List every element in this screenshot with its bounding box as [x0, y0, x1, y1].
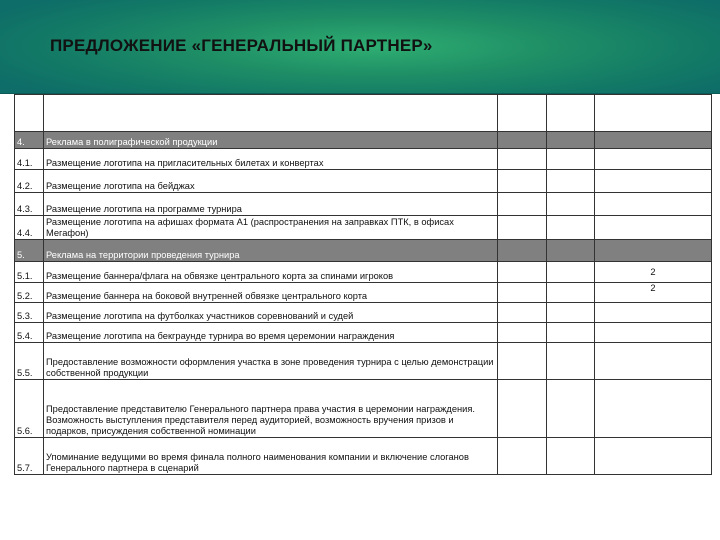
- section-row-5: [15, 240, 712, 262]
- cell-num: [15, 95, 44, 132]
- cell-col1: [498, 149, 547, 170]
- cell-text: Размещение логотипа на футболках участников соревнований и судей: [44, 303, 498, 323]
- cell-col1: [498, 193, 547, 216]
- cell-col1: [498, 170, 547, 193]
- cell-text: [44, 95, 498, 132]
- cell-num: 4.: [15, 132, 44, 149]
- cell-num: 5.6.: [15, 380, 44, 438]
- cell-col3: [595, 380, 712, 438]
- cell-text: Размещение баннера/флага на обвязке центрального корта за спинами игроков: [44, 262, 498, 283]
- table-row: [15, 380, 712, 438]
- cell-col1: [498, 262, 547, 283]
- cell-text: Реклама в полиграфической продукции: [44, 132, 498, 149]
- cell-col3: [595, 323, 712, 343]
- table-row: [15, 323, 712, 343]
- cell-col2: [547, 240, 595, 262]
- cell-col1: [498, 240, 547, 262]
- cell-num: 5.5.: [15, 343, 44, 380]
- cell-text: Предоставление представителю Генерального партнера права участия в церемонии награждения. Возможность выступления представителя перед аудиторией, возможность вручения призов и подарков, присуждения собственной номинации: [44, 380, 498, 438]
- cell-num: 4.2.: [15, 170, 44, 193]
- cell-text: Размещение логотипа на программе турнира: [44, 193, 498, 216]
- page-title: ПРЕДЛОЖЕНИЕ «ГЕНЕРАЛЬНЫЙ ПАРТНЕР»: [50, 36, 433, 55]
- cell-col3: [595, 170, 712, 193]
- cell-col2: [547, 438, 595, 475]
- cell-num: 5.3.: [15, 303, 44, 323]
- cell-col2: [547, 262, 595, 283]
- cell-text: Размещение логотипа на бейджах: [44, 170, 498, 193]
- cell-col1: [498, 283, 547, 303]
- table-row: [15, 216, 712, 240]
- cell-col2: [547, 132, 595, 149]
- cell-col2: [547, 95, 595, 132]
- cell-text: Упоминание ведущими во время финала полного наименования компании и включение слоганов Генерального партнера в сценарий: [44, 438, 498, 475]
- table-row: [15, 283, 712, 303]
- cell-col3: [595, 240, 712, 262]
- table-row: [15, 170, 712, 193]
- cell-col2: [547, 303, 595, 323]
- cell-col2: [547, 283, 595, 303]
- cell-col2: [547, 323, 595, 343]
- cell-col2: [547, 380, 595, 438]
- cell-col1: [498, 216, 547, 240]
- offer-table-body: [15, 95, 712, 475]
- cell-text: Размещение логотипа на бекграунде турнира во время церемонии награждения: [44, 323, 498, 343]
- cell-col2: [547, 149, 595, 170]
- cell-col1: [498, 132, 547, 149]
- cell-col1: [498, 95, 547, 132]
- cell-text: Предоставление возможности оформления участка в зоне проведения турнира с целью демонстрации собственной продукции: [44, 343, 498, 380]
- table-row: [15, 193, 712, 216]
- table-row-blank: [15, 95, 712, 132]
- cell-text: Реклама на территории проведения турнира: [44, 240, 498, 262]
- cell-text: Размещение баннера на боковой внутренней обвязке центрального корта: [44, 283, 498, 303]
- cell-col3: [595, 438, 712, 475]
- section-row-4: [15, 132, 712, 149]
- cell-col1: [498, 343, 547, 380]
- cell-col3: [595, 303, 712, 323]
- cell-col3: [595, 95, 712, 132]
- cell-col3: [595, 149, 712, 170]
- cell-col3: 2: [595, 262, 712, 283]
- cell-col3: [595, 193, 712, 216]
- cell-col1: [498, 323, 547, 343]
- cell-num: 5.: [15, 240, 44, 262]
- cell-num: 5.4.: [15, 323, 44, 343]
- title-banner: [0, 0, 720, 94]
- cell-col3: 2: [595, 283, 712, 303]
- cell-col2: [547, 170, 595, 193]
- table-row: [15, 343, 712, 380]
- cell-num: 5.7.: [15, 438, 44, 475]
- cell-num: 4.1.: [15, 149, 44, 170]
- cell-col3: [595, 132, 712, 149]
- table-row: [15, 438, 712, 475]
- cell-num: 5.1.: [15, 262, 44, 283]
- cell-num: 4.3.: [15, 193, 44, 216]
- table-row: [15, 149, 712, 170]
- table-row: [15, 262, 712, 283]
- cell-col1: [498, 303, 547, 323]
- cell-col2: [547, 343, 595, 380]
- cell-num: 5.2.: [15, 283, 44, 303]
- cell-text: Размещение логотипа на пригласительных билетах и конвертах: [44, 149, 498, 170]
- cell-text: Размещение логотипа на афишах формата А1 (распространения на заправках ПТК, в офисах Мегафон): [44, 216, 498, 240]
- cell-col3: [595, 343, 712, 380]
- offer-table: [14, 94, 712, 475]
- cell-col3: [595, 216, 712, 240]
- cell-col2: [547, 216, 595, 240]
- cell-col1: [498, 380, 547, 438]
- cell-col2: [547, 193, 595, 216]
- cell-col1: [498, 438, 547, 475]
- cell-num: 4.4.: [15, 216, 44, 240]
- table-row: [15, 303, 712, 323]
